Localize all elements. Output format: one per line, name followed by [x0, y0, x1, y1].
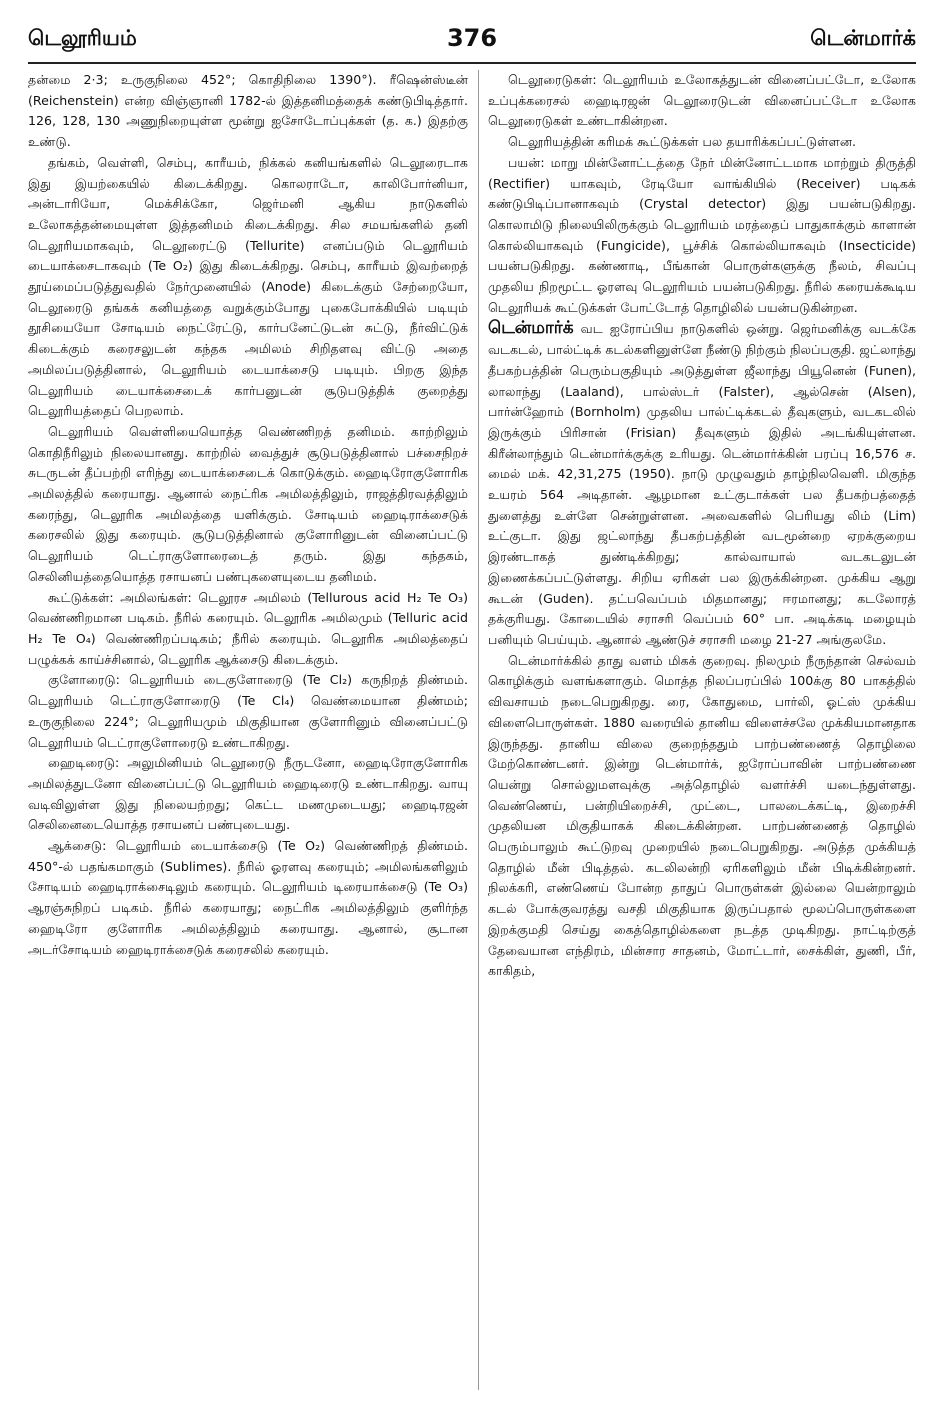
running-head-left: டெலூரியம் — [28, 26, 137, 50]
paragraph: டென்மார்க்கில் தாது வளம் மிகக் குறைவு. நிலமும் நீருந்தான் செல்வம் கொழிக்கும் வளங்களாகும். மொத்த நிலப்பரப்பில் 100க்கு 80 பாகத்தில் விவசாயம் நடைபெறுகிறது. ரை, கோதுமை, பார்லி, ஓட்ஸ் முக்கிய விளைபொருள்கள். 1880 வரையில் தானிய விளைச்சலே முக்கியமானதாக இருந்தது. தானிய விலை குறைந்ததும் பாற்பண்ணைத் தொழிலை மேற்கொண்டனர். இன்று டென்மார்க், ஐரோப்பாவின் பாற்பண்ணை யென்று சொல்லுமளவுக்கு அத்தொழில் வளர்ச்சி யடைந்துள்ளது. வெண்ணெய், பன்றியிறைச்சி, முட்டை, பாலடைக்கட்டி, இறைச்சி முதலியன மிகுதியாகக் கிடைக்கின்றன. பாற்பண்ணைத் தொழில் பெரும்பாலும் கூட்டுறவு முறையில் நடைபெறுகிறது. அடுத்த முக்கியத் தொழில் மீன் பிடித்தல். கடலிலன்றி ஏரிகளிலும் மீன் பிடிக்கின்றனர். நிலக்கரி, எண்ணெய் போன்ற தாதுப் பொருள்கள் இல்லை யென்றாலும் கடல் போக்குவரத்து வசதி மிகுதியாக இருப்பதால் மூலப்பொருள்களை இறக்குமதி செய்து கைத்தொழில்களை நடத்த முடிகிறது. நாட்டிற்குத் தேவையான எந்திரம், மின்சார சாதனம், மோட்டார், சைக்கிள், துணி, பீர், காகிதம், — [488, 652, 916, 979]
paragraph: குளோரைடு: டெலூரியம் டைகுளோரைடு (Te Cl₂) கருநிறத் திண்மம். டெலூரியம் டெட்ராகுளோரைடு (Te Cl₄) வெண்மையான திண்மம்; உருகுநிலை 224°; டெலூரியமும் மிகுதியான குளோரினும் வினைப்பட்டு டெலூரியம் டெட்ராகுளோரைடு உண்டாகிறது. — [28, 672, 468, 750]
column-divider — [478, 70, 479, 1390]
page-number: 376 — [446, 24, 498, 52]
paragraph: டெலூரைடுகள்: டெலூரியம் உலோகத்துடன் வினைப்பட்டோ, உலோக உப்புக்கரைசல் ஹைடிரஜன் டெலூரைடுடன் வினைப்பட்டோ உலோக டெலூரைடுகள் உண்டாகின்றன. — [488, 72, 916, 129]
paragraph: டெலூரியம் வெள்ளியையொத்த வெண்ணிறத் தனிமம். காற்றிலும் கொதிநீரிலும் நிலையானது. காற்றில் வைத்துச் சூடுபடுத்தினால் பச்சைநிறச் சுடருடன் தீப்பற்றி எரிந்து டையாக்சைடைக் கொடுக்கும். ஹைடிரோகுளோரிக அமிலத்தில் கரையாது. ஆனால் நைட்ரிக அமிலத்திலும், ராஜத்திரவத்திலும் கரைந்து, டெலூரிக அமிலத்தை யளிக்கும். சோடியம் ஹைடிராக்சைடுக் கரைசலில் இது கரையும். சூடுபடுத்தினால் குளோரினுடன் வினைப்பட்டு டெலூரியம் டெட்ராகுளோரைடைத் தரும். இது கந்தகம், செலினியத்தையொத்த ரசாயனப் பண்புகளையுடைய தனிமம். — [28, 423, 468, 584]
paragraph: டெலூரியத்தின் கரிமக் கூட்டுக்கள் பல தயாரிக்கப்பட்டுள்ளன. — [508, 134, 857, 150]
left-column — [28, 70, 468, 960]
entry-headword: டென்மார்க் — [488, 318, 574, 339]
paragraph: ஆக்சைடு: டெலூரியம் டையாக்சைடு (Te O₂) வெண்ணிறத் திண்மம். 450°-ல் பதங்கமாகும் (Sublimes). நீரில் ஓரளவு கரையும்; அமிலங்களிலும் சோடியம் ஹைடிராக்சைடிலும் கரையும். டெலூரியம் டிரையாக்சைடு (Te O₃) ஆரஞ்சுநிறப் படிகம். நீரில் கரையாது; நைட்ரிக அமிலத்திலும் குளிர்ந்த ஹைடிரோ குளோரிக அமிலத்திலும் கரையாது. ஆனால், சூடான அடர்சோடியம் ஹைடிராக்சைடுக் கரைசலில் கரையும். — [28, 838, 468, 957]
paragraph: தங்கம், வெள்ளி, செம்பு, காரீயம், நிக்கல் கனியங்களில் டெலூரைடாக இது இயற்கையில் கிடைக்கிறது. கொலராடோ, காலிபோர்னியா, அன்டாரியோ, மெக்சிக்கோ, ஜெர்மனி ஆகிய நாடுகளில் உலோகத்தன்மையுள்ள இத்தனிமம் கிடைக்கிறது. சில சமயங்களில் தனி டெலூரியமாகவும், டெலூரைட்டு (Tellurite) எனப்படும் டெலூரியம் டையாக்சைடாகவும் (Te O₂) இது கிடைக்கிறது. செம்பு, காரீயம் இவற்றைத் தூய்மைப்படுத்துவதில் நேர்முனையில் (Anode) கிடைக்கும் சேற்றையோ, டெலூரைடு தங்கக் கனியத்தை வறுக்கும்போது புகைபோக்கியில் படியும் தூசியையோ சோடியம் நைட்ரேட்டு, கார்பனேட்டுடன் சுட்டு, நீர்விட்டுக் கிடைக்கும் கரைசலுடன் கந்தக அமிலம் சிறிதளவு விட்டு அதை அமிலப்படுத்தினால், டெலூரியம் டையாக்சைடு படியும். பிறகு இந்த டெலூரியம் டையாக்சைடைக் கார்பனுடன் சூடுபடுத்திக் குறைத்து டெலூரியத்தைப் பெறலாம். — [28, 154, 468, 419]
paragraph: ஹைடிரைடு: அலுமினியம் டெலூரைடு நீருடனோ, ஹைடிரோகுளோரிக அமிலத்துடனோ வினைப்பட்டு டெலூரியம் ஹைடிரைடு உண்டாகிறது. வாயு வடிவிலுள்ள இது நிலையற்றது; கெட்ட மணமுடையது; ஹைடிரஜன் செலினைடையொத்த ரசாயனப் பண்புடையது. — [28, 755, 468, 833]
page-header — [28, 26, 916, 62]
running-head-right: டென்மார்க் — [810, 26, 916, 50]
entry-denmark — [488, 318, 916, 650]
right-column — [488, 70, 916, 982]
paragraph: பயன்: மாறு மின்னோட்டத்தை நேர் மின்னோட்டமாக மாற்றும் திருத்தி (Rectifier) யாகவும், ரேடியோ வாங்கியில் (Receiver) படிகக் கண்டுபிடிப்பானாகவும் (Crystal detector) இது பயன்படுகிறது. கொலாமிடு நிலையிலிருக்கும் டெலூரியம் மரத்தைப் பாதுகாக்கும் காளான் கொல்லியாகவும் (Fungicide), பூச்சிக் கொல்லியாகவும் (Insecticide) பயன்படுகிறது. கண்ணாடி, பீங்கான் பொருள்களுக்கு நீலம், சிவப்பு முதலிய நிறமூட்ட ஓரளவு டெலூரியம் பயன்படுகிறது. நீரில் கரையக்கூடிய டெலூரியக் கூட்டுக்கள் போட்டோத் தொழிலில் பயன்படுகின்றன. — [488, 154, 916, 315]
paragraph: கூட்டுக்கள்: அமிலங்கள்: டெலூரச அமிலம் (Tellurous acid H₂ Te O₃) வெண்ணிறமான படிகம். நீரில் கரையும். டெலூரிக அமிலமும் (Telluric acid H₂ Te O₄) வெண்ணிறப்படிகம்; நீரில் கரையும். டெலூரிக அமிலத்தைப் பழுக்கக் காய்ச்சினால், டெலூரிக ஆக்சைடு கிடைக்கும். — [28, 589, 468, 667]
paragraph: தன்மை 2·3; உருகுநிலை 452°; கொதிநிலை 1390°). ரீஷென்ஸ்டீன் (Reichenstein) என்ற விஞ்ஞானி 1782-ல் இத்தனிமத்தைக் கண்டுபிடித்தார். 126, 128, 130 அணுநிறையுள்ள மூன்று ஐசோடோப்புக்கள் (த. க.) இதற்கு உண்டு. — [28, 72, 468, 150]
entry-text: வட ஐரோப்பிய நாடுகளில் ஒன்று. ஜெர்மனிக்கு வடக்கே வடகடல், பால்ட்டிக் கடல்களினுள்ளே நீண்டு நிற்கும் நிலப்பகுதி. ஜட்லாந்து தீபகற்பத்தின் பெரும்பகுதியும் அடுத்துள்ள ஜீலாந்து பியூனென் (Funen), லாலாந்து (Laaland), பால்ஸ்டர் (Falster), ஆல்சென் (Alsen), பார்ன்ஹோம் (Bornholm) முதலிய பால்ட்டிக்கடல் தீவுகளும், வடகடலில் இருக்கும் பிரிசான் (Frisian) தீவுகளும் இதில் அடங்கியுள்ளன. கிரீன்லாந்தும் டென்மார்க்குக்கு உரியது. டென்மார்க்கின் பரப்பு 16,576 ச. மைல் மக். 42,31,275 (1950). நாடு முழுவதும் தாழ்நிலவெளி. மிகுந்த உயரம் 564 அடிதான். ஆழமான உட்குடாக்கள் பல தீபகற்பத்தைத் துளைத்து உள்ளே சென்றுள்ளன. அவைகளில் பெரியது லிம் (Lim) உட்குடா. இது ஜட்லாந்து தீபகற்பத்தின் வடமூன்றை ஏறக்குறைய இரண்டாகத் துண்டிக்கிறது; கால்வாயால் வடகடலுடன் இணைக்கப்பட்டுள்ளது. சிறிய ஏரிகள் பல இருக்கின்றன. முக்கிய ஆறு கூடன் (Guden). தட்பவெப்பம் மிதமானது; ஈரமானது; கடலோரத் தக்குரியது. கோடையில் சராசரி வெப்பம் 60° பா. அடிக்கடி மழையும் பனியும் பெய்யும். ஆனால் ஆண்டுச் சராசரி மழை 21-27 அங்குலமே. — [488, 321, 916, 647]
header-rule — [28, 62, 916, 64]
